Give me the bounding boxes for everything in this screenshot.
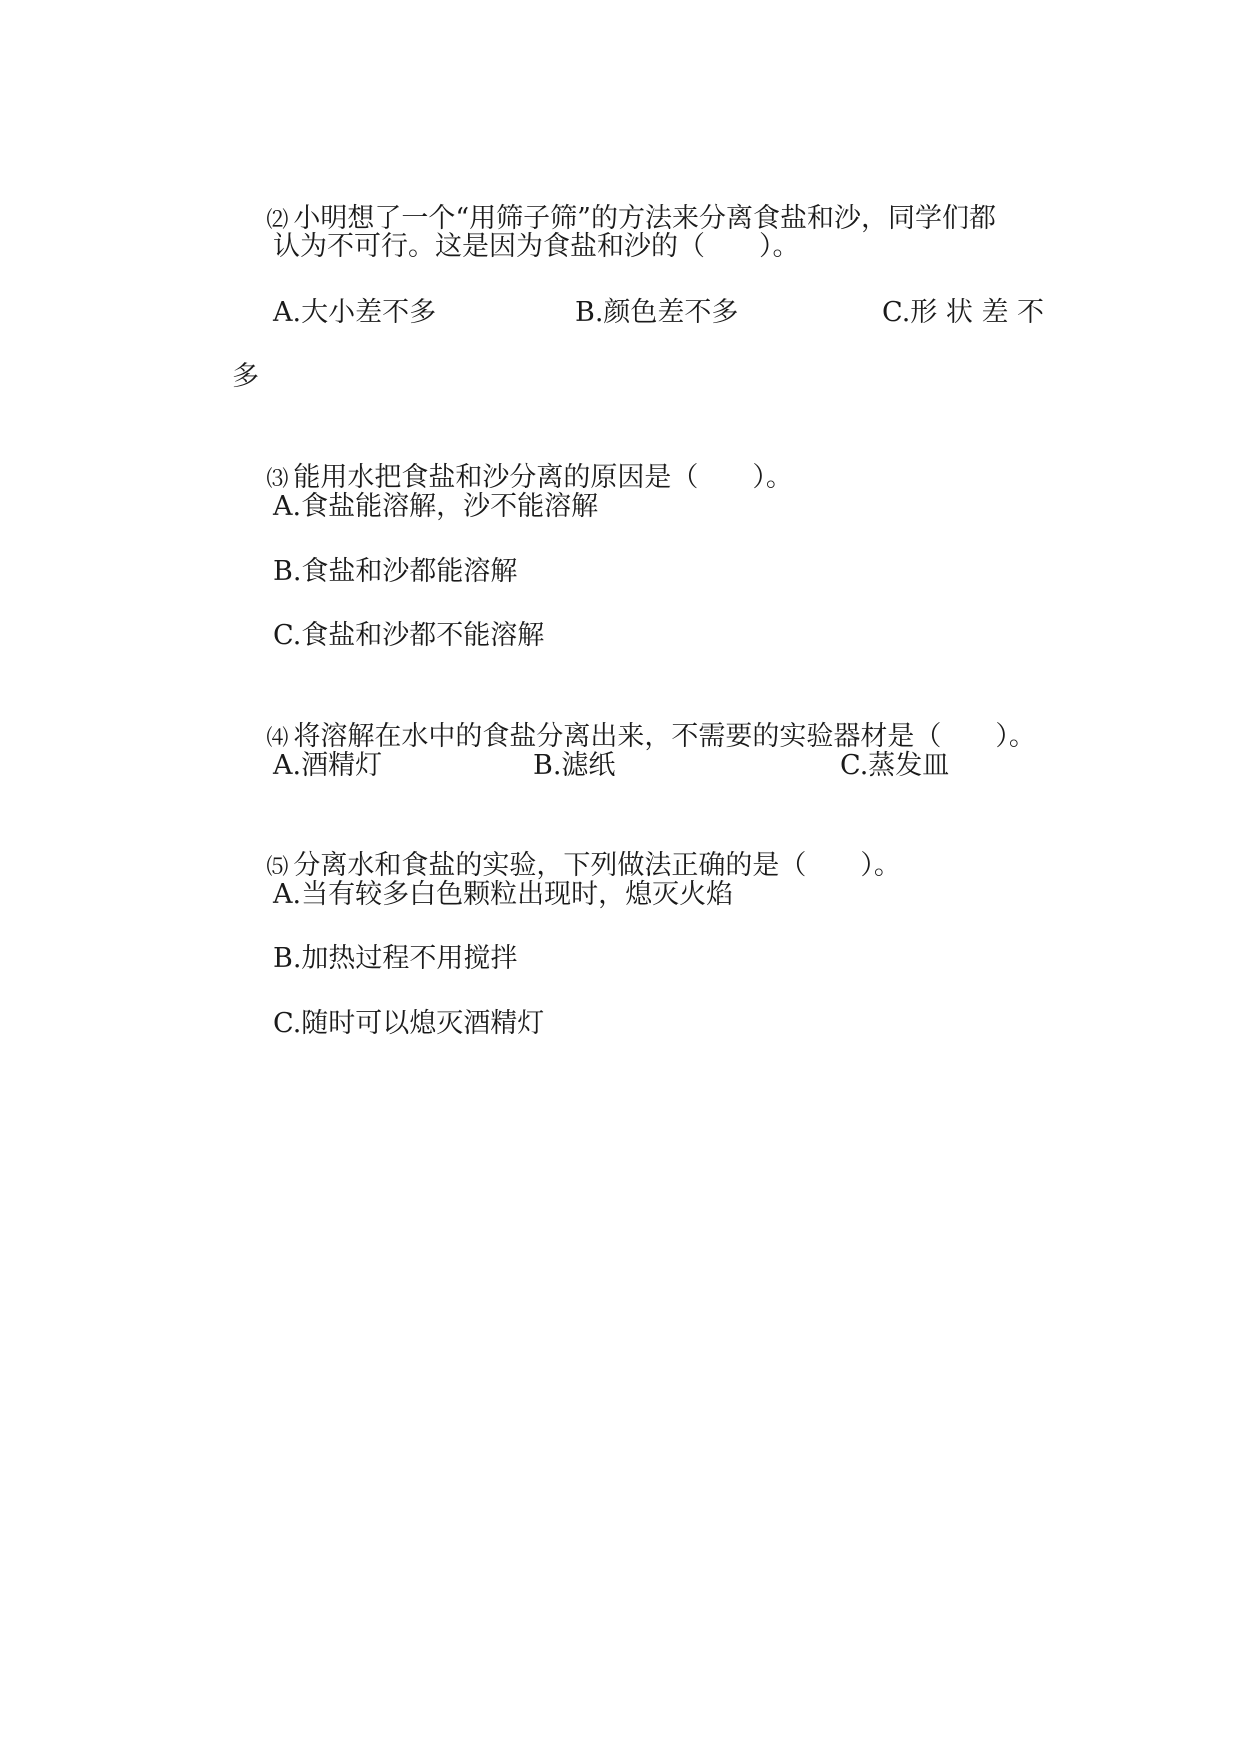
question-4-option-a[interactable]: A.酒精灯 <box>273 750 383 781</box>
question-5-text: 分离水和食盐的实验，下列做法正确的是（ ）。 <box>293 850 901 881</box>
question-3-number: ⑶ <box>266 467 288 492</box>
question-5-option-b[interactable]: B.加热过程不用搅拌 <box>273 943 518 974</box>
question-2-line-2: 认为不可行。这是因为食盐和沙的（ ）。 <box>273 231 800 262</box>
question-2-option-b[interactable]: B.颜色差不多 <box>575 297 739 328</box>
question-5-option-c[interactable]: C.随时可以熄灭酒精灯 <box>273 1008 545 1039</box>
question-2-option-c[interactable]: C.形 状 差 不 <box>882 297 1045 328</box>
question-4-option-b[interactable]: B.滤纸 <box>533 750 616 781</box>
question-4-text: 将溶解在水中的食盐分离出来，不需要的实验器材是（ ）。 <box>293 721 1036 752</box>
question-5-number: ⑸ <box>266 855 288 880</box>
question-2-number: ⑵ <box>266 208 288 233</box>
question-2-option-c-wrap: 多 <box>232 361 259 392</box>
question-4-option-c[interactable]: C.蒸发皿 <box>840 750 950 781</box>
question-5-option-a[interactable]: A.当有较多白色颗粒出现时，熄灭火焰 <box>273 879 734 910</box>
question-3-text: 能用水把食盐和沙分离的原因是（ ）。 <box>293 462 793 493</box>
question-3-option-a[interactable]: A.食盐能溶解，沙不能溶解 <box>273 491 599 522</box>
question-2-text: 小明想了一个“用筛子筛”的方法来分离食盐和沙，同学们都 <box>293 203 996 234</box>
question-4-number: ⑷ <box>266 726 288 751</box>
question-3-option-c[interactable]: C.食盐和沙都不能溶解 <box>273 620 545 651</box>
question-2-option-a[interactable]: A.大小差不多 <box>273 297 437 328</box>
question-3-option-b[interactable]: B.食盐和沙都能溶解 <box>273 556 518 587</box>
